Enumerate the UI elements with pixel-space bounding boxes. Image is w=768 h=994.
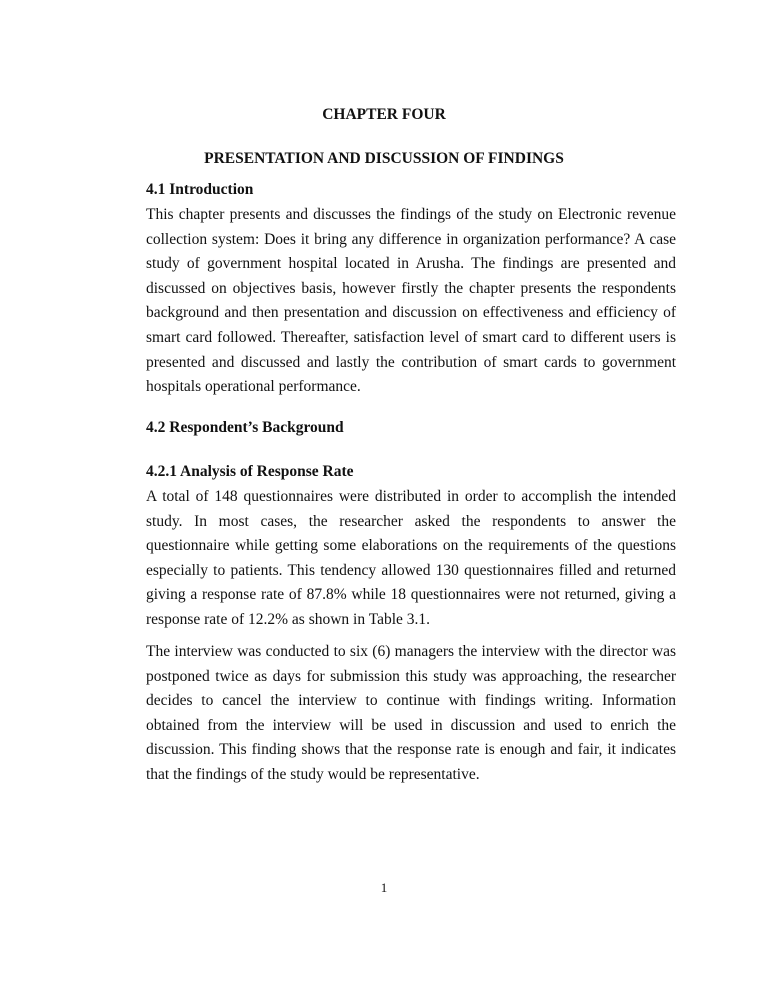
response-rate-paragraph: A total of 148 questionnaires were distributed in order to accomplish the intended study. In most cases, the researcher asked the respondents to answer the questionnaire while getting some elaborations on the requirements of the questions especially to patients. This tendency allowed 130 questionnaires filled and returned giving a response rate of 87.8% while 18 questionnaires were not returned, giving a response rate of 12.2% as shown in Table 3.1. [146, 488, 676, 628]
page-number: 1 [380, 880, 388, 895]
section-heading-respondents-background: 4.2 Respondent’s Background [146, 419, 344, 436]
interview-paragraph: The interview was conducted to six (6) managers the interview with the director was postponed twice as days for submission this study was approaching, the researcher decides to cancel the interview to continue with findings writing. Information obtained from the interview will be used in discussion and used to enrich the discussion. This finding shows that the response rate is enough and fair, it indicates that the findings of the study would be representative. [146, 643, 676, 783]
chapter-subtitle: PRESENTATION AND DISCUSSION OF FINDINGS [204, 150, 564, 167]
section-heading-response-rate: 4.2.1 Analysis of Response Rate [146, 463, 354, 480]
section-heading-introduction: 4.1 Introduction [146, 181, 254, 198]
chapter-title: CHAPTER FOUR [322, 106, 446, 123]
introduction-paragraph: This chapter presents and discusses the findings of the study on Electronic revenue collection system: Does it bring any difference in organization performance? A case study of government hospital located in Arusha. The findings are presented and discussed on objectives basis, however firstly the chapter presents the respondents background and then presentation and discussion on effectiveness and efficiency of smart card followed. Thereafter, satisfaction level of smart card to different users is presented and discussed and lastly the contribution of smart cards to government hospitals operational performance. [146, 206, 676, 396]
